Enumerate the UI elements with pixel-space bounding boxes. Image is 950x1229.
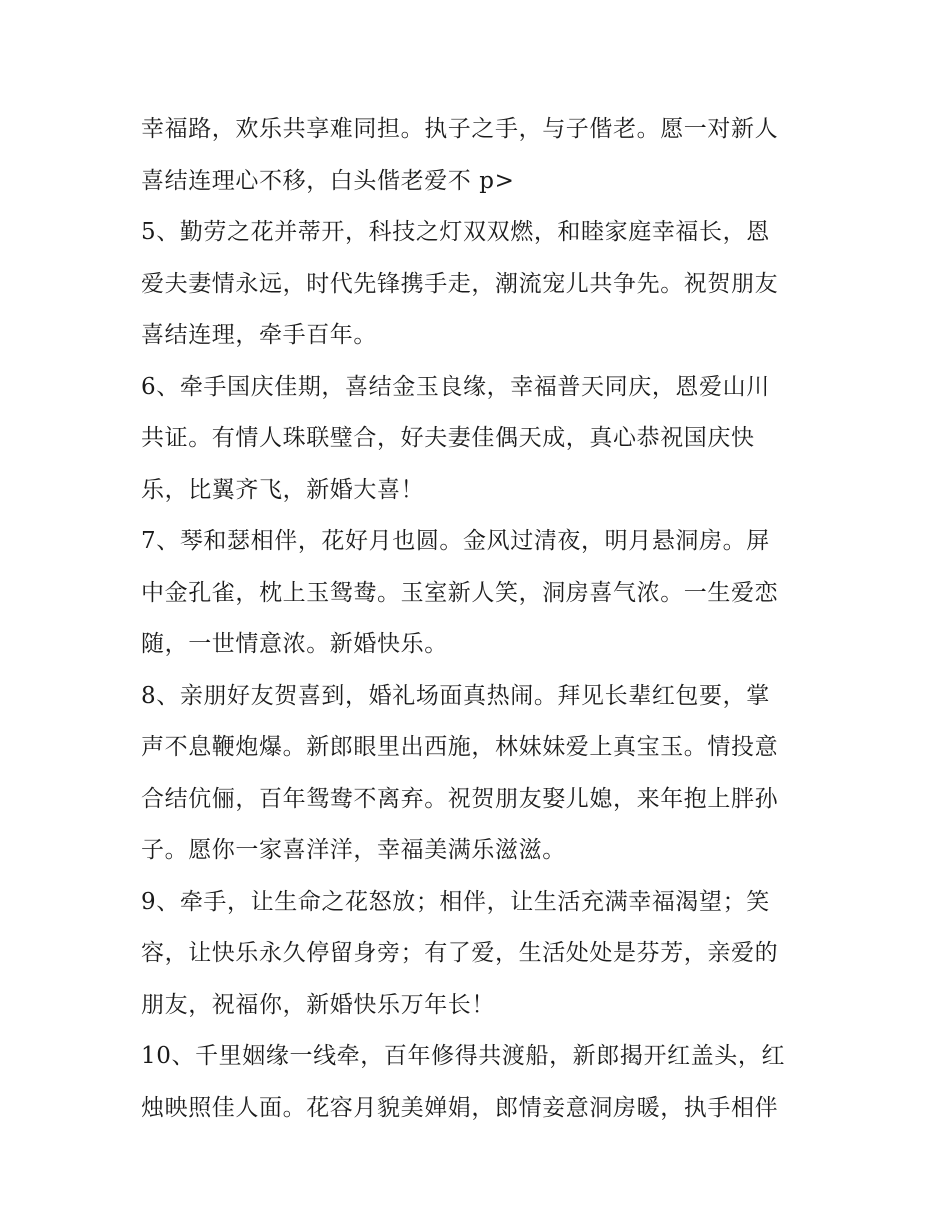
text-line: 爱夫妻情永远，时代先锋携手走，潮流宠儿共争先。祝贺朋友: [141, 270, 779, 297]
text-line: 9、牵手，让生命之花怒放；相伴，让生活充满幸福渴望；笑: [141, 888, 770, 915]
text-line: 朋友，祝福你，新婚快乐万年长！: [141, 991, 495, 1018]
text-line: 子。愿你一家喜洋洋，幸福美满乐滋滋。: [141, 837, 566, 863]
text-line: 6、牵手国庆佳期，喜结金玉良缘，幸福普天同庆，恩爱山川: [141, 373, 770, 400]
text-line: 随，一世情意浓。新婚快乐。: [141, 631, 448, 657]
text-line: 10、千里姻缘一线牵，百年修得共渡船，新郎揭开红盖头，红: [141, 1043, 786, 1069]
text-line: 声不息鞭炮爆。新郎眼里出西施，林妹妹爱上真宝玉。情投意: [141, 734, 779, 760]
text-line: 喜结连理，牵手百年。: [141, 322, 377, 348]
text-line: 合结伉俪，百年鸳鸯不离弃。祝贺朋友娶儿媳，来年抱上胖孙: [141, 785, 779, 812]
text-line: 容，让快乐永久停留身旁；有了爱，生活处处是芬芳，亲爱的: [141, 940, 779, 966]
text-line: 5、勤劳之花并蒂开，科技之灯双双燃，和睦家庭幸福长，恩: [141, 219, 770, 245]
text-line: 共证。有情人珠联璧合，好夫妻佳偶天成，真心恭祝国庆快: [141, 425, 755, 451]
text-line: 8、亲朋好友贺喜到，婚礼场面真热闹。拜见长辈红包要，掌: [141, 682, 770, 709]
text-line: 幸福路，欢乐共享难同担。执子之手，与子偕老。愿一对新人: [141, 116, 779, 142]
text-line: 中金孔雀，枕上玉鸳鸯。玉室新人笑，洞房喜气浓。一生爱恋: [141, 579, 779, 606]
text-line: 7、琴和瑟相伴，花好月也圆。金风过清夜，明月悬洞房。屏: [141, 528, 770, 554]
text-line: 乐，比翼齐飞，新婚大喜！: [141, 476, 425, 503]
text-line: 烛映照佳人面。花容月貌美婵娟，郎情妾意洞房暖，执手相伴: [141, 1094, 779, 1121]
body-text: [141, 104, 821, 1134]
text-line: 喜结连理心不移，白头偕老爱不 p>: [141, 167, 515, 194]
